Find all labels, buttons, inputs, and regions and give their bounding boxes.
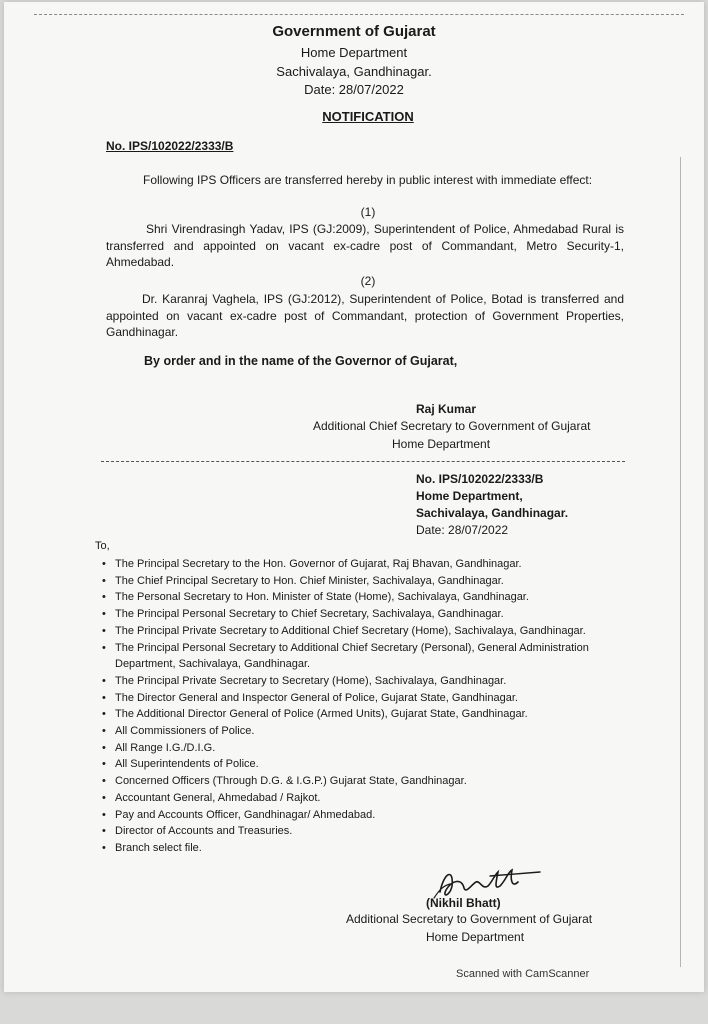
copy-place: Sachivalaya, Gandhinagar. (416, 506, 569, 520)
copy-date: Date: 28/07/2022 (416, 523, 509, 537)
copy-number: No. IPS/102022/2333/B (416, 472, 544, 486)
item-2-text: Dr. Karanraj Vaghela, IPS (GJ:2012), Superintendent of Police, Botad is transferred and appointed on vacant ex-cadre post of Commandant, protection of Government Properties, Gandhinagar. (106, 292, 624, 339)
notification-intro: Following IPS Officers are transferred hereby in public interest with immediate effect: (143, 173, 593, 187)
notification-heading: NOTIFICATION (322, 109, 414, 124)
list-item: • The Principal Private Secretary to Additional Chief Secretary (Home), Sachivalaya, Gandhinagar. (102, 623, 632, 640)
list-item: • The Personal Secretary to Hon. Minister of State (Home), Sachivalaya, Gandhinagar. (102, 589, 632, 606)
signatory2-designation: Additional Secretary to Government of Gujarat (346, 912, 593, 926)
separator-line (101, 461, 625, 462)
item-1-number: (1) (360, 205, 376, 219)
list-item: • All Commissioners of Police. (102, 723, 632, 740)
item-1-text: Shri Virendrasingh Yadav, IPS (GJ:2009), Superintendent of Police, Ahmedabad Rural is transferred and appointed on vacant ex-cadre post of Commandant, Metro Security-1, Ahmedabad. (106, 222, 624, 269)
list-item: • The Principal Personal Secretary to Chief Secretary, Sachivalaya, Gandhinagar. (102, 606, 632, 623)
signatory2-department: Home Department (426, 930, 525, 944)
order-line: By order and in the name of the Governor of Gujarat, (144, 354, 458, 368)
list-item: • Accountant General, Ahmedabad / Rajkot. (102, 790, 632, 807)
top-dashed-line (34, 14, 684, 15)
list-item: • Director of Accounts and Treasuries. (102, 823, 632, 840)
camscanner-watermark: Scanned with CamScanner (456, 968, 590, 980)
list-item: • The Additional Director General of Police (Armed Units), Gujarat State, Gandhinagar. (102, 706, 632, 723)
list-item: • All Range I.G./D.I.G. (102, 740, 632, 757)
signatory-department: Home Department (392, 437, 491, 451)
header-date: Date: 28/07/2022 (304, 82, 404, 97)
list-item: • Pay and Accounts Officer, Gandhinagar/ Ahmedabad. (102, 807, 632, 824)
signatory-name: Raj Kumar (416, 402, 477, 416)
signatory2-name: (Nikhil Bhatt) (426, 896, 501, 910)
list-item: • Concerned Officers (Through D.G. & I.G.P.) Gujarat State, Gandhinagar. (102, 773, 632, 790)
to-label: To, (95, 540, 110, 552)
header-place: Sachivalaya, Gandhinagar. (276, 64, 432, 79)
list-item: • The Director General and Inspector General of Police, Gujarat State, Gandhinagar. (102, 690, 632, 707)
signatory-designation: Additional Chief Secretary to Government of Gujarat (313, 419, 591, 433)
header-title: Government of Gujarat (272, 23, 436, 40)
list-item: • The Principal Secretary to the Hon. Governor of Gujarat, Raj Bhavan, Gandhinagar. (102, 556, 632, 573)
list-item: • Branch select file. (102, 840, 632, 857)
header-department: Home Department (300, 45, 408, 60)
list-item: • All Superintendents of Police. (102, 756, 632, 773)
item-2-number: (2) (360, 274, 376, 288)
notification-number: No. IPS/102022/2333/B (106, 139, 234, 153)
copy-department: Home Department, (416, 489, 523, 503)
recipient-list (102, 556, 632, 857)
list-item: • The Principal Personal Secretary to Additional Chief Secretary (Personal), General Administration Department, Sachivalaya, Gandhinagar. (102, 640, 632, 673)
list-item: • The Principal Private Secretary to Secretary (Home), Sachivalaya, Gandhinagar. (102, 673, 632, 690)
list-item: • The Chief Principal Secretary to Hon. Chief Minister, Sachivalaya, Gandhinagar. (102, 573, 632, 590)
